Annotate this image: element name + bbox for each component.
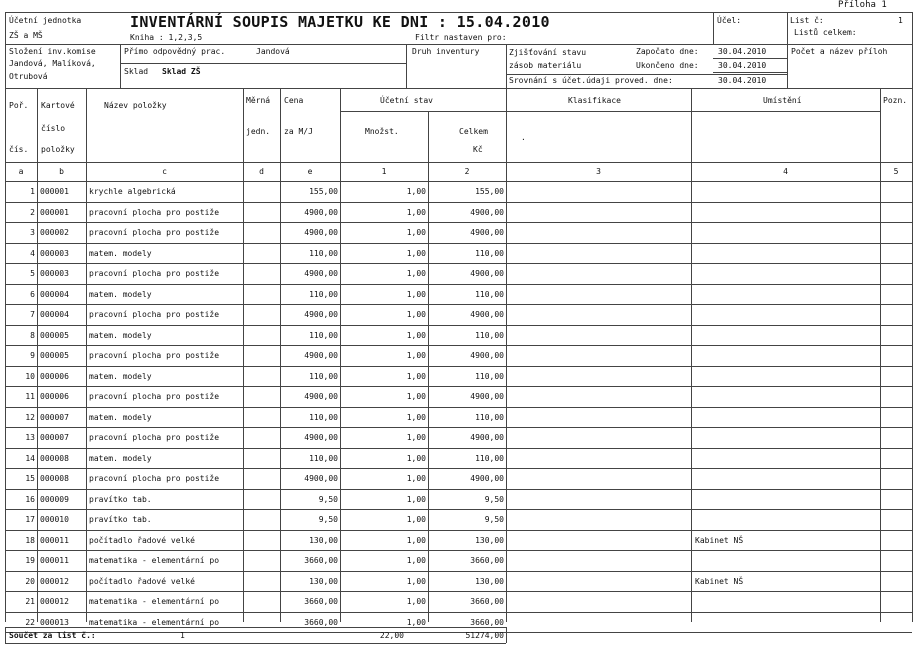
item-name: pracovní plocha pro postiže: [89, 474, 220, 483]
total-value: 4900,00: [470, 228, 504, 237]
warehouse-label: Sklad: [124, 67, 149, 76]
column-index: 4: [783, 167, 788, 176]
row-number: 2: [30, 208, 35, 217]
started-date: 30.04.2010: [718, 47, 767, 56]
quantity: 1,00: [406, 556, 426, 565]
responsible-value: Jandová: [256, 47, 290, 56]
unit-price: 3660,00: [304, 597, 338, 606]
unit-price: 110,00: [309, 454, 338, 463]
unit-price: 110,00: [309, 372, 338, 381]
books-info: Kniha : 1,2,3,5: [130, 33, 203, 42]
column-index: 3: [596, 167, 601, 176]
card-number: 000009: [40, 495, 69, 504]
col-header-price1: Cena: [284, 96, 304, 105]
row-number: 21: [25, 597, 35, 606]
item-name: matem. modely: [89, 454, 152, 463]
row-number: 17: [25, 515, 35, 524]
card-number: 000002: [40, 228, 69, 237]
unit-price: 3660,00: [304, 556, 338, 565]
purpose-label: Účel:: [717, 16, 742, 25]
item-name: pracovní plocha pro postiže: [89, 208, 220, 217]
item-name: pracovní plocha pro postiže: [89, 392, 220, 401]
col-header-account-state: Účetní stav: [380, 96, 433, 105]
col-header-note: Pozn.: [883, 96, 908, 105]
item-name: počítadlo řadové velké: [89, 577, 195, 586]
col-header-qty: Množst.: [365, 127, 399, 136]
responsible-label: Přímo odpovědný prac.: [124, 47, 226, 56]
quantity: 1,00: [406, 433, 426, 442]
quantity: 1,00: [406, 413, 426, 422]
total-value: 3660,00: [470, 618, 504, 627]
col-header-total2: Kč: [473, 145, 483, 154]
unit-price: 4900,00: [304, 351, 338, 360]
row-number: 16: [25, 495, 35, 504]
card-number: 000010: [40, 515, 69, 524]
total-value: 110,00: [475, 249, 504, 258]
quantity: 1,00: [406, 536, 426, 545]
card-number: 000007: [40, 413, 69, 422]
quantity: 1,00: [406, 290, 426, 299]
column-index: a: [18, 167, 24, 176]
item-name: pracovní plocha pro postiže: [89, 433, 220, 442]
total-value: 110,00: [475, 372, 504, 381]
attachments-label: Počet a název příloh: [791, 47, 888, 56]
quantity: 1,00: [406, 515, 426, 524]
unit-price: 4900,00: [304, 474, 338, 483]
total-value: 4900,00: [470, 351, 504, 360]
quantity: 1,00: [406, 187, 426, 196]
total-value: 4900,00: [470, 208, 504, 217]
row-number: 14: [25, 454, 35, 463]
item-name: pravítko tab.: [89, 515, 152, 524]
card-number: 000008: [40, 474, 69, 483]
row-number: 9: [30, 351, 35, 360]
location: Kabinet NŠ: [695, 577, 744, 586]
total-value: 110,00: [475, 454, 504, 463]
compared-date: 30.04.2010: [718, 76, 767, 85]
row-number: 13: [25, 433, 35, 442]
col-header-classification: Klasifikace: [568, 96, 621, 105]
quantity: 1,00: [406, 392, 426, 401]
row-number: 5: [30, 269, 35, 278]
unit-price: 110,00: [309, 290, 338, 299]
total-value: 3660,00: [470, 556, 504, 565]
unit-price: 9,50: [318, 515, 338, 524]
quantity: 1,00: [406, 618, 426, 627]
card-number: 000006: [40, 392, 69, 401]
sheet-label: List č:: [790, 16, 824, 25]
total-value: 130,00: [475, 536, 504, 545]
quantity: 1,00: [406, 372, 426, 381]
unit-price: 4900,00: [304, 433, 338, 442]
location: Kabinet NŠ: [695, 536, 744, 545]
col-header-card3: položky: [41, 145, 75, 154]
row-number: 15: [25, 474, 35, 483]
warehouse-value: Sklad ZŠ: [162, 67, 201, 76]
summary-qty: 22,00: [379, 631, 404, 640]
summary-sheet: 1: [180, 631, 185, 640]
card-number: 000006: [40, 372, 69, 381]
card-number: 000011: [40, 536, 69, 545]
item-name: pracovní plocha pro postiže: [89, 310, 220, 319]
summary-label: Součet za list č.:: [9, 631, 96, 640]
unit-price: 4900,00: [304, 228, 338, 237]
card-number: 000012: [40, 597, 69, 606]
total-value: 9,50: [484, 515, 504, 524]
unit-value: ZŠ a MŠ: [9, 31, 43, 40]
unit-price: 130,00: [309, 536, 338, 545]
attachment-label: Příloha 1: [838, 0, 887, 10]
unit-price: 110,00: [309, 249, 338, 258]
row-number: 20: [25, 577, 35, 586]
quantity: 1,00: [406, 228, 426, 237]
card-number: 000013: [40, 618, 69, 627]
commission-line1: Jandová, Malíková,: [9, 59, 96, 68]
column-index: 5: [893, 167, 899, 176]
quantity: 1,00: [406, 597, 426, 606]
quantity: 1,00: [406, 474, 426, 483]
row-number: 8: [30, 331, 35, 340]
row-number: 3: [30, 228, 35, 237]
stock-check-line2: zásob materiálu: [509, 61, 582, 70]
sheet-total-label: Listů celkem:: [794, 28, 857, 37]
row-number: 1: [30, 187, 35, 196]
card-number: 000007: [40, 433, 69, 442]
quantity: 1,00: [406, 331, 426, 340]
classification-mark: ·: [521, 135, 526, 144]
item-name: matem. modely: [89, 290, 152, 299]
col-header-por1: Poř.: [9, 101, 29, 110]
row-number: 19: [25, 556, 35, 565]
card-number: 000012: [40, 577, 69, 586]
unit-price: 4900,00: [304, 208, 338, 217]
unit-label: Účetní jednotka: [9, 16, 82, 25]
card-number: 000008: [40, 454, 69, 463]
total-value: 110,00: [475, 331, 504, 340]
sheet-number: 1: [898, 16, 903, 25]
card-number: 000005: [40, 351, 69, 360]
card-number: 000001: [40, 187, 69, 196]
quantity: 1,00: [406, 249, 426, 258]
item-name: matem. modely: [89, 331, 152, 340]
col-header-location: Umístění: [763, 96, 802, 105]
row-number: 18: [25, 536, 35, 545]
row-number: 10: [25, 372, 35, 381]
card-number: 000004: [40, 310, 69, 319]
col-header-name: Název položky: [104, 101, 167, 110]
column-index: e: [307, 167, 313, 176]
column-index: 1: [381, 167, 387, 176]
quantity: 1,00: [406, 208, 426, 217]
row-number: 11: [25, 392, 35, 401]
unit-price: 110,00: [309, 331, 338, 340]
total-value: 110,00: [475, 290, 504, 299]
item-name: matematika - elementární po: [89, 556, 220, 565]
quantity: 1,00: [406, 454, 426, 463]
row-number: 12: [25, 413, 35, 422]
ended-date: 30.04.2010: [718, 61, 767, 70]
item-name: matematika - elementární po: [89, 597, 220, 606]
total-value: 4900,00: [470, 392, 504, 401]
column-index: b: [59, 167, 64, 176]
card-number: 000005: [40, 331, 69, 340]
stock-check-line3: Srovnání s účet.údaji proved. dne:: [509, 76, 673, 85]
filter-info: Filtr nastaven pro:: [415, 33, 507, 42]
unit-price: 155,00: [309, 187, 338, 196]
item-name: pravítko tab.: [89, 495, 152, 504]
commission-label: Složení inv.komise: [9, 47, 96, 56]
total-value: 130,00: [475, 577, 504, 586]
row-number: 4: [30, 249, 35, 258]
unit-price: 3660,00: [304, 618, 338, 627]
unit-price: 130,00: [309, 577, 338, 586]
quantity: 1,00: [406, 577, 426, 586]
item-name: počítadlo řadové velké: [89, 536, 195, 545]
card-number: 000001: [40, 208, 69, 217]
item-name: krychle algebrická: [89, 187, 176, 196]
unit-price: 4900,00: [304, 269, 338, 278]
item-name: pracovní plocha pro postiže: [89, 228, 220, 237]
col-header-price2: za M/J: [284, 127, 313, 136]
inventory-type-label: Druh inventury: [412, 47, 480, 56]
page-title: INVENTÁRNÍ SOUPIS MAJETKU KE DNI : 15.04.2010: [130, 13, 550, 31]
total-value: 3660,00: [470, 597, 504, 606]
item-name: matem. modely: [89, 372, 152, 381]
item-name: matem. modely: [89, 249, 152, 258]
started-label: Započato dne:: [636, 47, 699, 56]
col-header-card2: číslo: [41, 124, 66, 133]
item-name: matematika - elementární po: [89, 618, 220, 627]
ended-label: Ukončeno dne:: [636, 61, 699, 70]
col-header-card1: Kartové: [41, 101, 75, 110]
quantity: 1,00: [406, 310, 426, 319]
row-number: 7: [30, 310, 35, 319]
total-value: 110,00: [475, 413, 504, 422]
row-number: 22: [25, 618, 35, 627]
unit-price: 110,00: [309, 413, 338, 422]
quantity: 1,00: [406, 269, 426, 278]
unit-price: 4900,00: [304, 310, 338, 319]
summary-total: 51274,00: [465, 631, 504, 640]
card-number: 000003: [40, 269, 69, 278]
column-index: d: [259, 167, 264, 176]
unit-price: 4900,00: [304, 392, 338, 401]
total-value: 155,00: [475, 187, 504, 196]
total-value: 4900,00: [470, 433, 504, 442]
quantity: 1,00: [406, 351, 426, 360]
column-index: c: [162, 167, 167, 176]
col-header-por2: čís.: [9, 145, 29, 154]
unit-price: 9,50: [318, 495, 338, 504]
item-name: matem. modely: [89, 413, 152, 422]
total-value: 4900,00: [470, 269, 504, 278]
row-number: 6: [30, 290, 35, 299]
total-value: 9,50: [484, 495, 504, 504]
col-header-mu2: jedn.: [246, 127, 271, 136]
commission-line2: Otrubová: [9, 72, 48, 81]
stock-check-line1: Zjišťování stavu: [509, 48, 587, 57]
column-index: 2: [464, 167, 470, 176]
card-number: 000011: [40, 556, 69, 565]
total-value: 4900,00: [470, 310, 504, 319]
item-name: pracovní plocha pro postiže: [89, 269, 220, 278]
col-header-mu1: Měrná: [246, 96, 271, 105]
total-value: 4900,00: [470, 474, 504, 483]
quantity: 1,00: [406, 495, 426, 504]
card-number: 000003: [40, 249, 69, 258]
col-header-total1: Celkem: [459, 127, 488, 136]
item-name: pracovní plocha pro postiže: [89, 351, 220, 360]
card-number: 000004: [40, 290, 69, 299]
